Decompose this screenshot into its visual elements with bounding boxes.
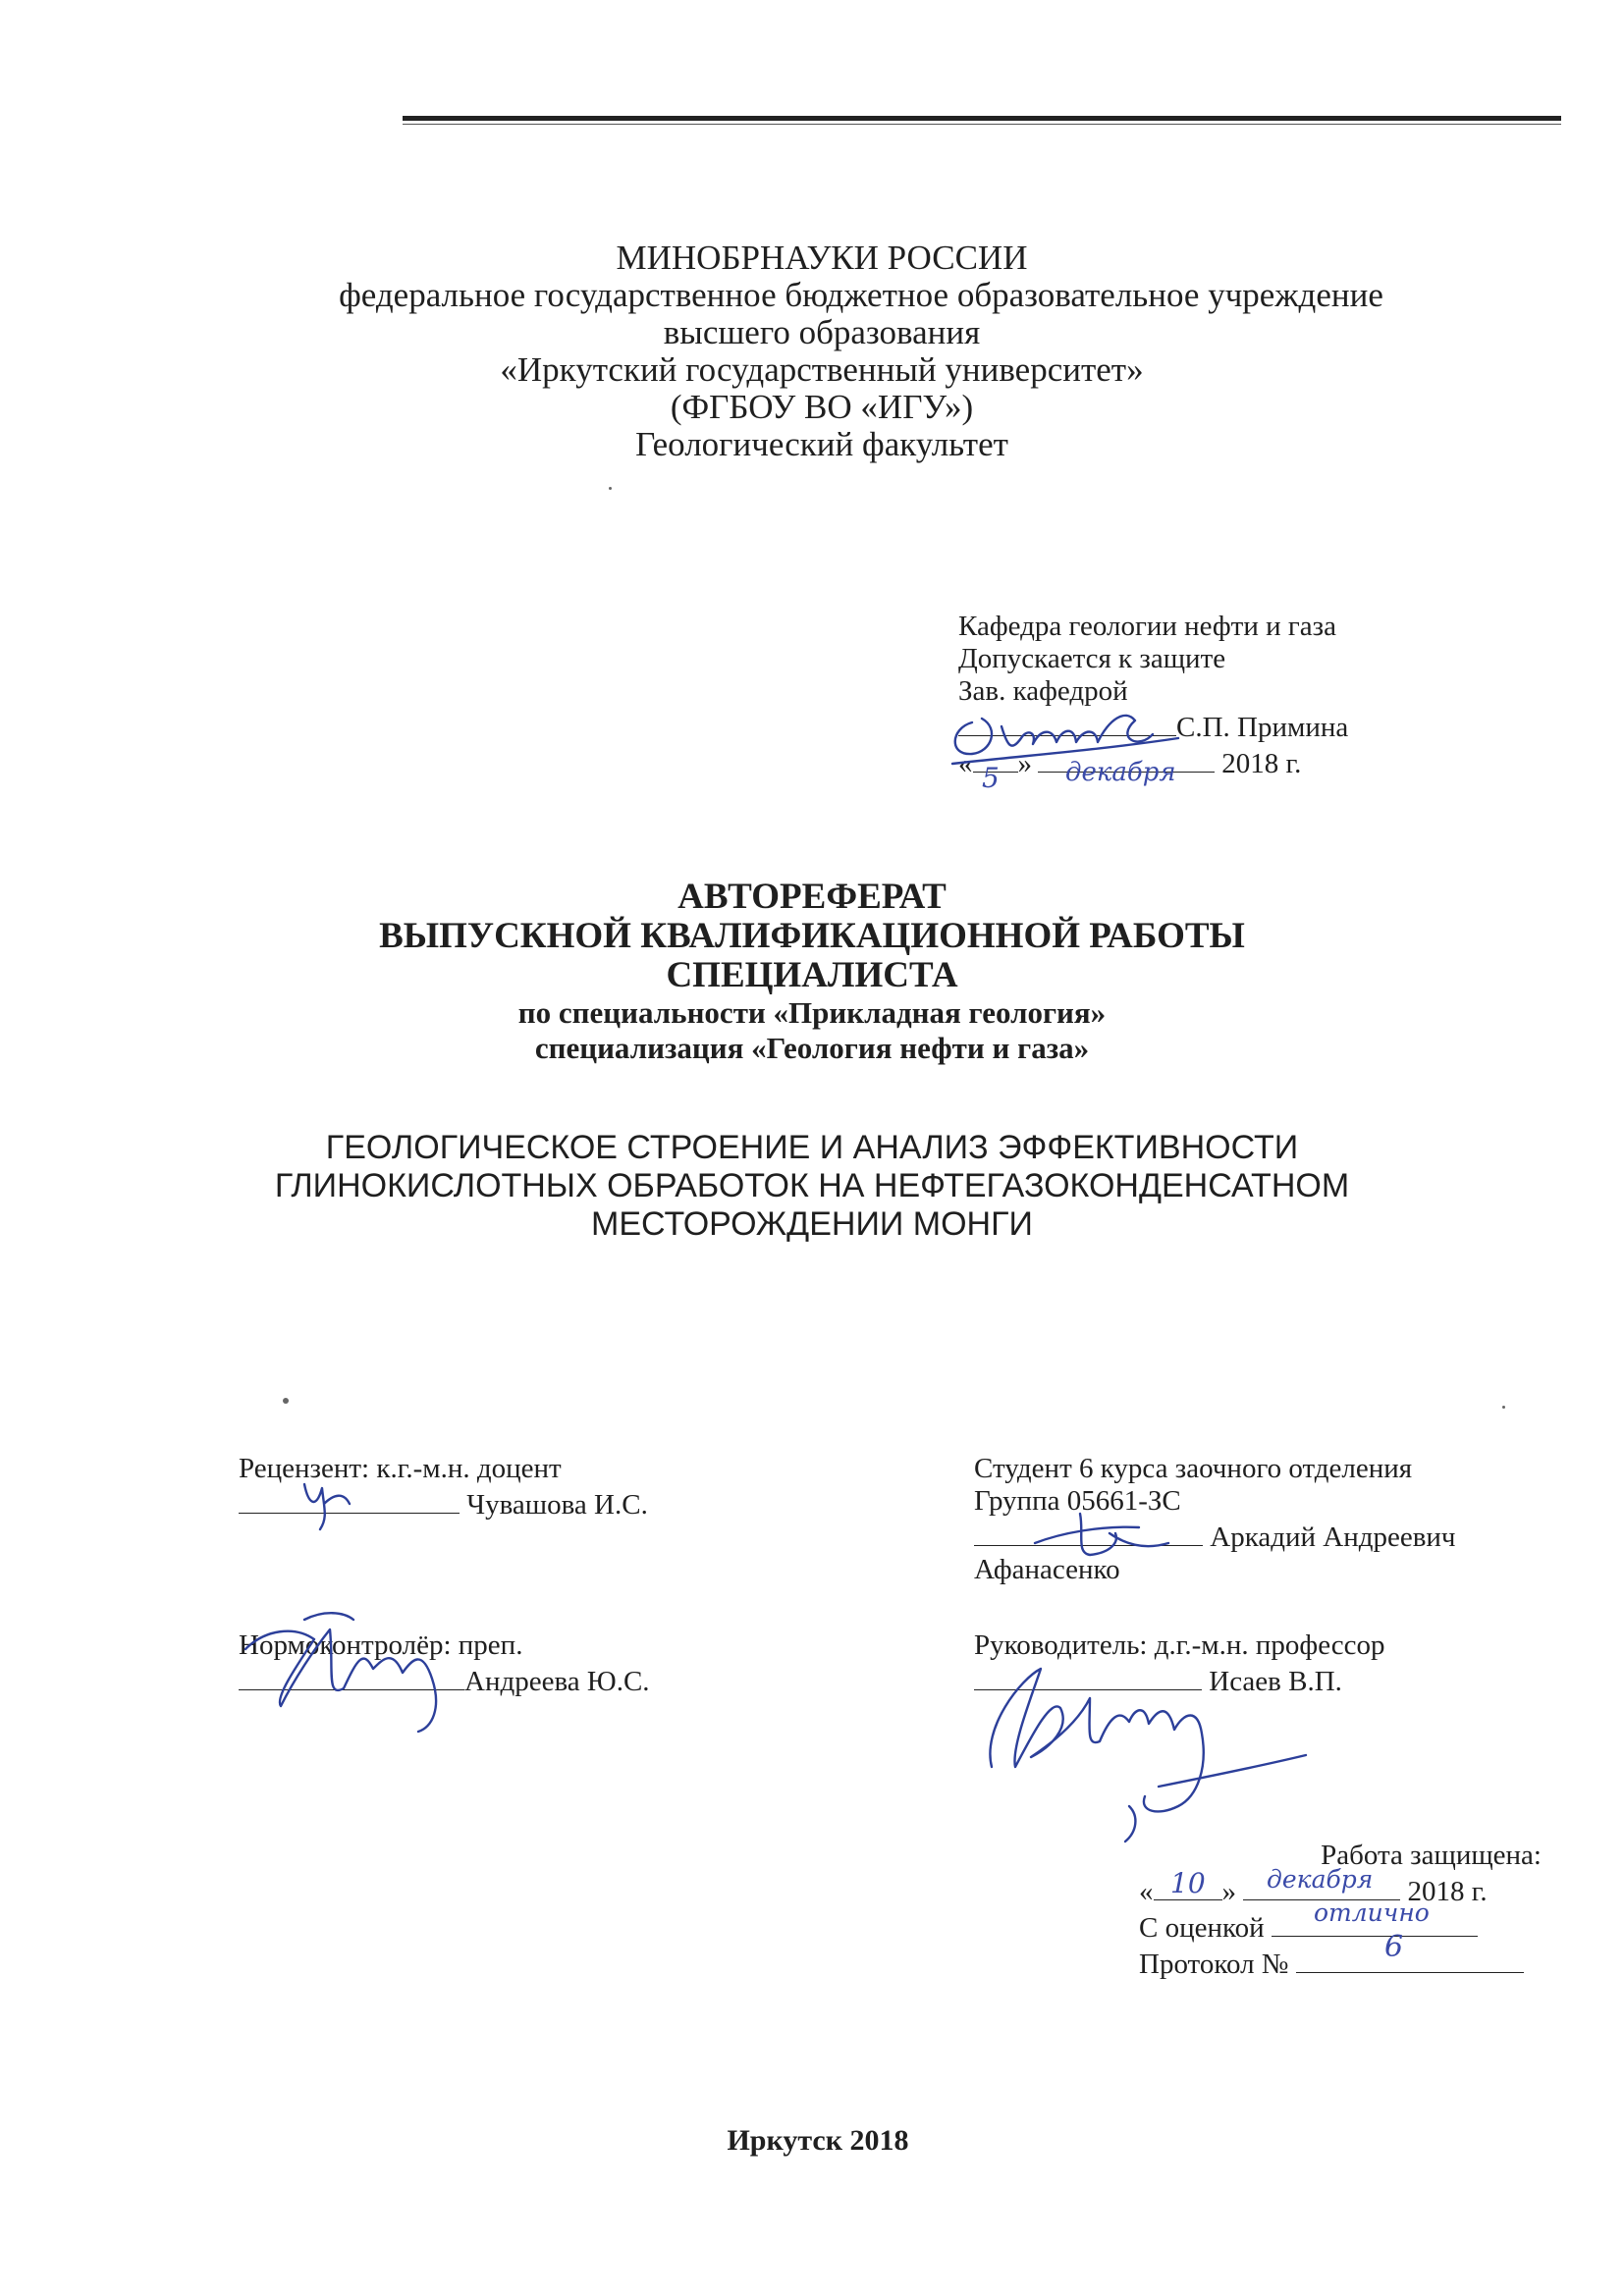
defense-month-handwritten: декабря [1267,1865,1374,1894]
reviewer-name: Чувашова И.С. [466,1489,648,1521]
department: Кафедра геологии нефти и газа [958,611,1336,642]
defense-label: Работа защищена: [1321,1840,1542,1871]
norm-controller-label: Нормоконтролёр: преп. [239,1629,523,1661]
title-line-1: АВТОРЕФЕРАТ [677,877,947,917]
top-border-rule-thin [403,124,1561,125]
scan-speck [283,1398,289,1404]
topic-line-1: ГЕОЛОГИЧЕСКОЕ СТРОЕНИЕ И АНАЛИЗ ЭФФЕКТИВНОСТИ [325,1129,1299,1166]
reviewer-label: Рецензент: к.г.-м.н. доцент [239,1453,562,1484]
head-title: Зав. кафедрой [958,675,1128,707]
specialization: специализация «Геология нефти и газа» [534,1031,1090,1065]
protocol-number-handwritten: 6 [1384,1930,1404,1964]
norm-controller-signature [236,1590,491,1737]
education-level: высшего образования [663,313,981,351]
student-signature [1021,1504,1198,1573]
top-border-rule [403,116,1561,121]
city-year: Иркутск 2018 [727,2124,909,2157]
scan-speck [1502,1406,1505,1409]
defense-protocol [1139,1945,1542,1981]
date-quote-close: » [1221,1876,1236,1907]
grade-label: С оценкой [1139,1912,1265,1944]
thesis-topic [0,1129,1624,1244]
title-line-2: ВЫПУСКНОЙ КВАЛИФИКАЦИОННОЙ РАБОТЫ [379,916,1245,956]
approval-month-handwritten: декабря [1065,758,1176,787]
scan-speck [609,487,612,490]
head-name: С.П. Примина [1176,712,1349,743]
student-group: Группа 05661-ЗС [974,1485,1181,1517]
supervisor-name: Исаев В.П. [1209,1666,1342,1697]
date-quote-close: » [1017,748,1032,779]
protocol-blank [1296,1945,1524,1973]
date-year: 2018 г. [1407,1876,1488,1907]
specialty: по специальности «Прикладная геология» [517,995,1107,1030]
student-name: Аркадий Андреевич [1210,1522,1456,1553]
ministry: МИНОБРНАУКИ РОССИИ [616,239,1028,277]
title-block [0,878,1624,1066]
institution-type: федеральное государственное бюджетное образовательное учреждение [339,276,1383,314]
faculty: Геологический факультет [635,425,1008,463]
date-quote-open: « [958,748,973,779]
reviewer-signature [295,1474,373,1533]
defense-day-handwritten: 10 [1170,1867,1206,1899]
approval-day-handwritten: 5 [982,762,1000,794]
date-year: 2018 г. [1221,748,1302,779]
title-line-3: СПЕЦИАЛИСТА [666,955,958,995]
university-name: «Иркутский государственный университет» [500,350,1144,389]
student-surname: Афанасенко [974,1554,1120,1585]
date-quote-open: « [1139,1876,1154,1907]
supervisor-signature [962,1639,1316,1845]
defense-grade-handwritten: отлично [1314,1898,1430,1927]
header-block [0,240,1624,463]
supervisor-label: Руководитель: д.г.-м.н. профессор [974,1629,1385,1661]
protocol-label: Протокол № [1139,1949,1289,1980]
norm-controller-name: Андреева Ю.С. [464,1666,650,1697]
topic-line-2: ГЛИНОКИСЛОТНЫХ ОБРАБОТОК НА НЕФТЕГАЗОКОНДЕНСАТНОМ [274,1167,1350,1204]
admitted-to-defense: Допускается к защите [958,643,1226,674]
topic-line-3: МЕСТОРОЖДЕНИИ МОНГИ [591,1205,1033,1243]
university-abbreviation: (ФГБОУ ВО «ИГУ») [670,388,974,426]
student-label: Студент 6 курса заочного отделения [974,1453,1413,1484]
